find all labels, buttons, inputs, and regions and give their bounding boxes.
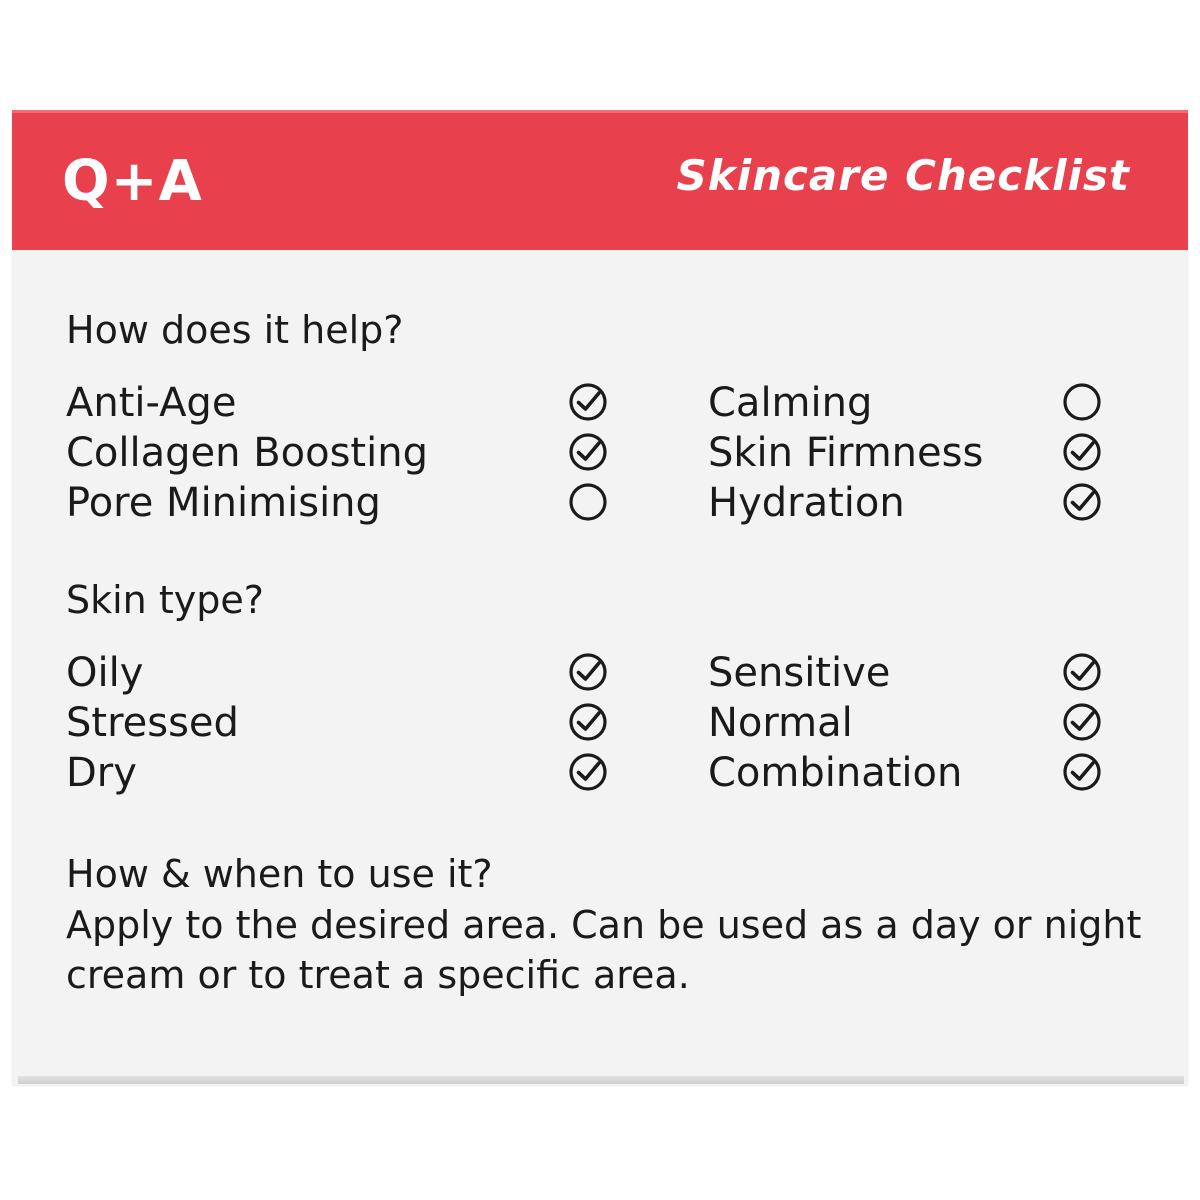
skin-type-label: Normal [708, 700, 853, 746]
skin-type-label: Oily [66, 650, 144, 696]
benefit-item [708, 478, 1200, 528]
skin-type-item [708, 648, 1200, 698]
skin-type-item [708, 748, 1200, 798]
skin-type-label: Stressed [66, 700, 239, 746]
benefit-label: Hydration [708, 480, 905, 526]
circle-check-icon [568, 752, 608, 792]
checklist-card [12, 110, 1188, 1085]
circle-check-icon [1062, 702, 1102, 742]
skin-type-item [66, 698, 611, 748]
skin-type-label: Combination [708, 750, 963, 796]
benefit-item [66, 428, 611, 478]
skin-type-item [66, 748, 611, 798]
header-banner [12, 110, 1188, 250]
circle-check-icon [568, 652, 608, 692]
circle-check-icon [568, 432, 608, 472]
empty-circle-icon [568, 482, 608, 522]
benefit-item [66, 378, 611, 428]
skin-type-right-list [708, 648, 1200, 798]
benefits-right-list [708, 378, 1200, 528]
circle-check-icon [1062, 482, 1102, 522]
circle-check-icon [1062, 652, 1102, 692]
header-title: Skincare Checklist [676, 151, 1130, 200]
benefit-item [66, 478, 611, 528]
skin-type-left-list [66, 648, 611, 798]
benefit-item [708, 378, 1200, 428]
benefit-label: Pore Minimising [66, 480, 381, 526]
usage-text: Apply to the desired area. Can be used as a day or night cream or to treat a specific area. [66, 903, 1142, 997]
benefits-left-list [66, 378, 611, 528]
benefit-label: Anti-Age [66, 380, 237, 426]
benefits-heading: How does it help? [66, 308, 404, 352]
circle-check-icon [568, 382, 608, 422]
skin-type-item [66, 648, 611, 698]
benefit-label: Collagen Boosting [66, 430, 428, 476]
circle-check-icon [568, 702, 608, 742]
circle-check-icon [1062, 432, 1102, 472]
brand-logo: Q+A [62, 149, 203, 214]
benefit-label: Calming [708, 380, 873, 426]
skin-type-label: Dry [66, 750, 137, 796]
circle-check-icon [1062, 752, 1102, 792]
usage-heading: How & when to use it? [66, 852, 493, 896]
skin-type-label: Sensitive [708, 650, 891, 696]
benefit-label: Skin Firmness [708, 430, 984, 476]
benefit-item [708, 428, 1200, 478]
box-bottom-edge [18, 1076, 1184, 1084]
skin-type-item [708, 698, 1200, 748]
skin-type-heading: Skin type? [66, 578, 264, 622]
empty-circle-icon [1062, 382, 1102, 422]
